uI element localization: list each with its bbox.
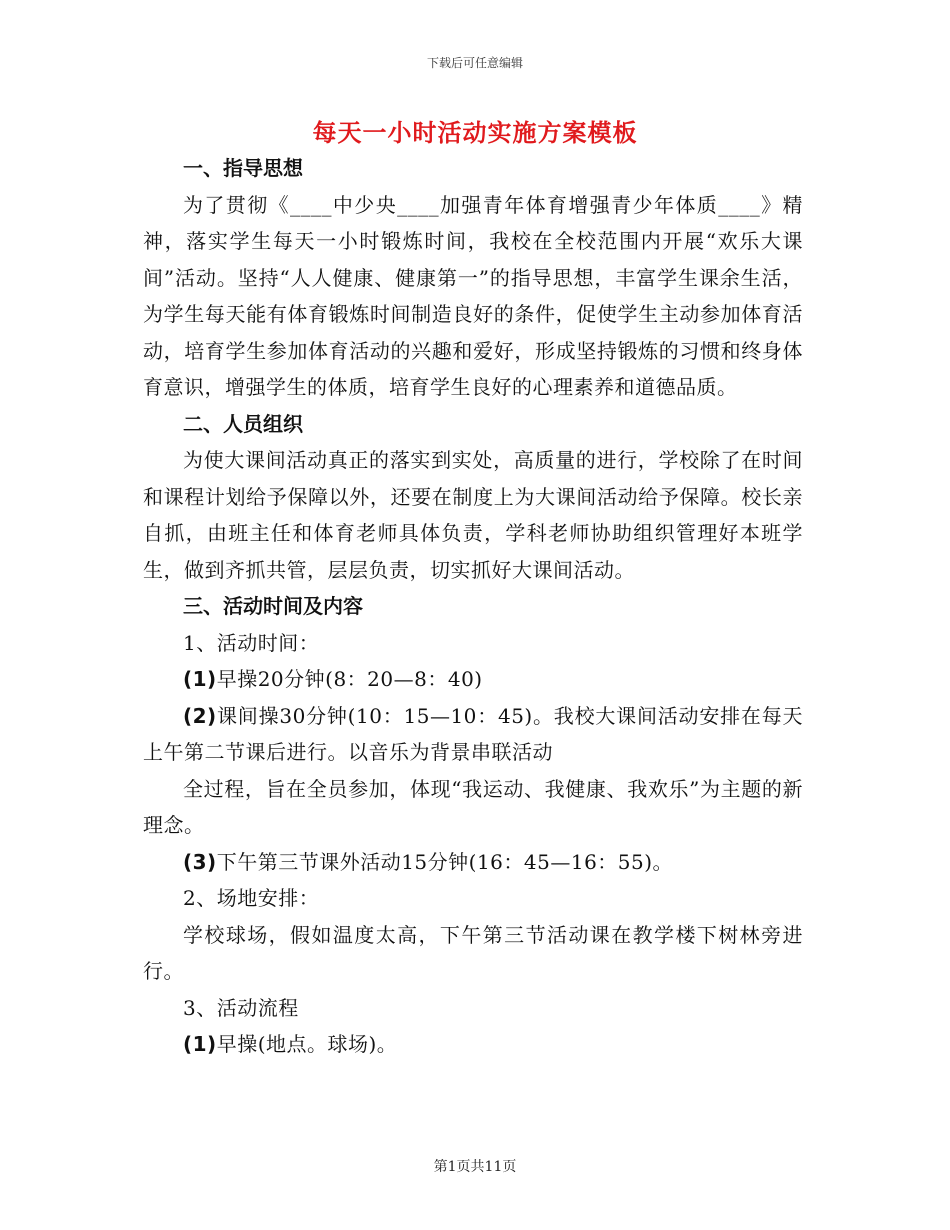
header-note: 下载后可任意编辑 bbox=[426, 56, 523, 70]
list-text: 课间操30分钟(10：15—10：45)。我校大课间活动安排在每天上午第二节课后进行。以音乐为背景串联活动 bbox=[143, 703, 803, 764]
paragraph-break-exercise-continued: 全过程，旨在全员参加，体现“我运动、我健康、我欢乐”为主题的新理念。 bbox=[143, 776, 803, 837]
subheading-venue: 2、场地安排： bbox=[183, 886, 320, 910]
list-number: (3) bbox=[183, 849, 217, 874]
list-text: 早操20分钟(8：20—8：40) bbox=[216, 667, 483, 691]
section-heading-time-content: 三、活动时间及内容 bbox=[183, 594, 363, 618]
list-item-morning-exercise bbox=[143, 661, 803, 698]
list-item-morning-venue bbox=[143, 1026, 803, 1063]
subheading-activity-time: 1、活动时间： bbox=[183, 630, 320, 655]
list-item-break-exercise bbox=[143, 698, 803, 771]
list-number: (2) bbox=[183, 703, 217, 728]
list-item-afternoon-activity bbox=[143, 844, 803, 881]
subheading-activity-flow: 3、活动流程 bbox=[183, 995, 299, 1020]
section-heading-personnel: 二、人员组织 bbox=[183, 411, 303, 436]
list-text: 下午第三节课外活动15分钟(16：45—16：55)。 bbox=[216, 849, 674, 874]
paragraph-personnel: 为使大课间活动真正的落实到实处，高质量的进行，学校除了在时间和课程计划给予保障以外，还要在制度上为大课间活动给予保障。校长亲自抓，由班主任和体育老师具体负责，学科老师协助组织管理好本班学生，做到齐抓共管，层层负责，切实抓好大课间活动。 bbox=[143, 448, 803, 582]
section-heading-guiding-ideology: 一、指导思想 bbox=[183, 156, 303, 180]
page-number: 第1页共11页 bbox=[433, 1159, 517, 1175]
list-number: (1) bbox=[183, 667, 217, 691]
document-body bbox=[143, 150, 803, 1063]
document-title: 每天一小时活动实施方案模板 bbox=[312, 118, 638, 147]
list-text: 早操(地点。球场)。 bbox=[216, 1032, 398, 1056]
paragraph-venue: 学校球场，假如温度太高，下午第三节活动课在教学楼下树林旁进行。 bbox=[143, 922, 803, 983]
list-number: (1) bbox=[183, 1032, 217, 1056]
paragraph-guiding-ideology: 为了贯彻《____中少央____加强青年体育增强青少年体质____》精神，落实学生每天一小时锻炼时间，我校在全校范围内开展“欢乐大课间”活动。坚持“人人健康、健康第一”的指导思想，丰富学生课余生活，为学生每天能有体育锻炼时间制造良好的条件，促使学生主动参加体育活动，培育学生参加体育活动的兴趣和爱好，形成坚持锻炼的习惯和终身体育意识，增强学生的体质，培育学生良好的心理素养和道德品质。 bbox=[143, 192, 803, 399]
